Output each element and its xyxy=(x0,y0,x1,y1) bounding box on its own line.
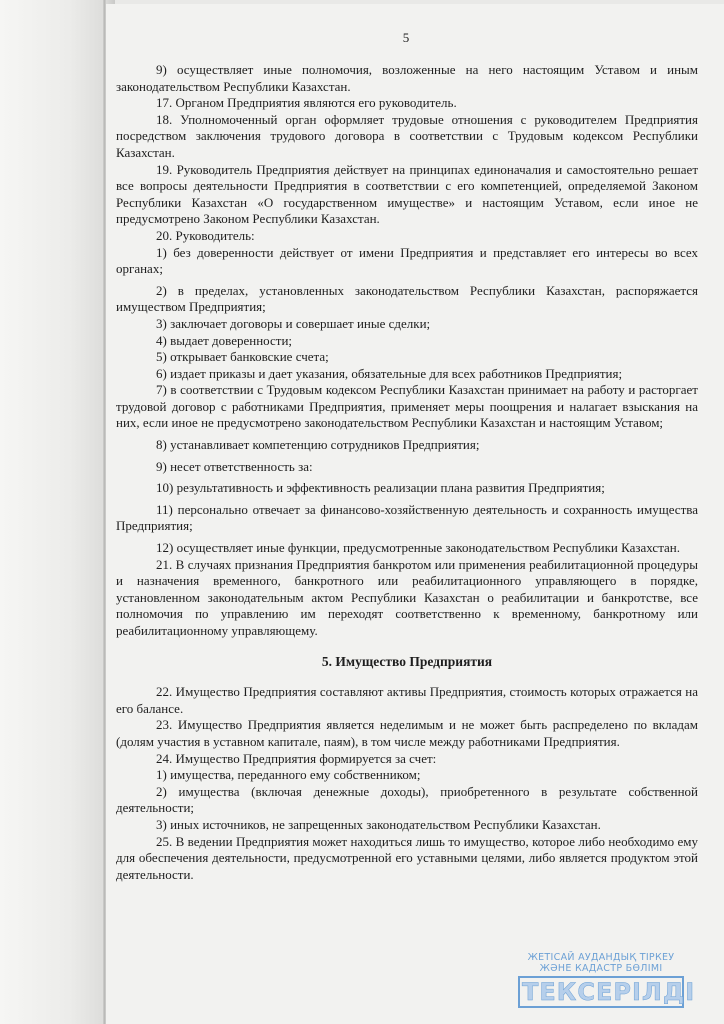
paragraph: 8) устанавливает компетенцию сотрудников Предприятия; xyxy=(156,437,480,453)
stamp-line-1: ЖЕТІСАЙ АУДАНДЫҚ ТІРКЕУ xyxy=(527,952,675,963)
paragraph: 22. Имущество Предприятия составляют активы Предприятия, стоимость которых отражается на его балансе. xyxy=(116,684,698,716)
registration-stamp xyxy=(518,952,696,1016)
paragraph: 2) в пределах, установленных законодательством Республики Казахстан, распоряжается имуществом Предприятия; xyxy=(116,282,698,315)
paragraph: 20. Руководитель: xyxy=(156,227,255,243)
paragraph: 9) осуществляет иные полномочия, возложенные на него настоящим Уставом и иным законодательством Республики Казахстан. xyxy=(116,62,698,94)
paragraph: 5) открывает банковские счета; xyxy=(156,349,329,365)
paragraph: 6) издает приказы и дает указания, обязательные для всех работников Предприятия; xyxy=(156,365,623,381)
page-number: 5 xyxy=(402,30,410,45)
stamp-verified-label: ТЕКСЕРІЛДІ xyxy=(518,976,684,1008)
paragraph: 11) персонально отвечает за финансово-хозяйственную деятельность и сохранность имущества Предприятия; xyxy=(116,501,698,534)
paragraph: 23. Имущество Предприятия является неделимым и не может быть распределено по вкладам (долям участия в уставном капитале, паям), в том числе между работниками Предприятия. xyxy=(116,717,698,749)
stamp-line-2: ЖӘНЕ КАДАСТР БӨЛІМІ xyxy=(539,963,663,974)
paragraph: 19. Руководитель Предприятия действует на принципах единоначалия и самостоятельно решает все вопросы деятельности Предприятия в соответствии с его компетенцией, определяемой Законом Республики Казахстан «О государственном имуществе» и настоящим Уставом, если иное не предусмотрено Законом Республики Казахстан. xyxy=(116,161,698,227)
paragraph: 25. В ведении Предприятия может находиться лишь то имущество, которое либо необходимо ему для обеспечения деятельности, предусмотренной его уставными целями, либо является продуктом этой деятельности. xyxy=(116,833,698,882)
paragraph: 2) имущества (включая денежные доходы), приобретенного в результате собственной деятельности; xyxy=(116,783,698,816)
paragraph: 10) результативность и эффективность реализации плана развития Предприятия; xyxy=(156,480,605,496)
paragraph: 12) осуществляет иные функции, предусмотренные законодательством Республики Казахстан. xyxy=(156,540,681,556)
document-body xyxy=(116,62,698,883)
paragraph: 1) без доверенности действует от имени Предприятия и представляет его интересы во всех органах; xyxy=(116,244,698,277)
paragraph: 21. В случаях признания Предприятия банкротом или применения реабилитационной процедуры и назначения временного, банкротного или реабилитационного управляющего в порядке, установленном законодательным актом Республики Казахстан о реабилитации и банкротстве, все полномочия по управлению им переходят соответственно к временному, банкротному или реабилитационному управляющему. xyxy=(116,556,698,638)
paragraph: 18. Уполномоченный орган оформляет трудовые отношения с руководителем Предприятия посредством заключения трудового договора в соответствии с Трудовым кодексом Республики Казахстан. xyxy=(116,111,698,160)
paragraph: 17. Органом Предприятия являются его руководитель. xyxy=(156,95,457,111)
paragraph: 3) иных источников, не запрещенных законодательством Республики Казахстан. xyxy=(156,816,601,832)
section-heading: 5. Имущество Предприятия xyxy=(321,653,493,669)
paragraph: 4) выдает доверенности; xyxy=(156,332,293,348)
paragraph: 9) несет ответственность за: xyxy=(156,458,313,474)
paragraph: 24. Имущество Предприятия формируется за счет: xyxy=(156,750,437,766)
paragraph: 7) в соответствии с Трудовым кодексом Республики Казахстан принимает на работу и расторгает трудовой договор с работниками Предприятия, применяет меры поощрения и налагает взыскания на них, если иное не предусмотрено законодательством Республики Казахстан и настоящим Уставом; xyxy=(116,382,698,431)
paragraph: 3) заключает договоры и совершает иные сделки; xyxy=(156,315,431,331)
paragraph: 1) имущества, переданного ему собственником; xyxy=(156,767,421,783)
page-binding-edge xyxy=(0,0,115,1024)
